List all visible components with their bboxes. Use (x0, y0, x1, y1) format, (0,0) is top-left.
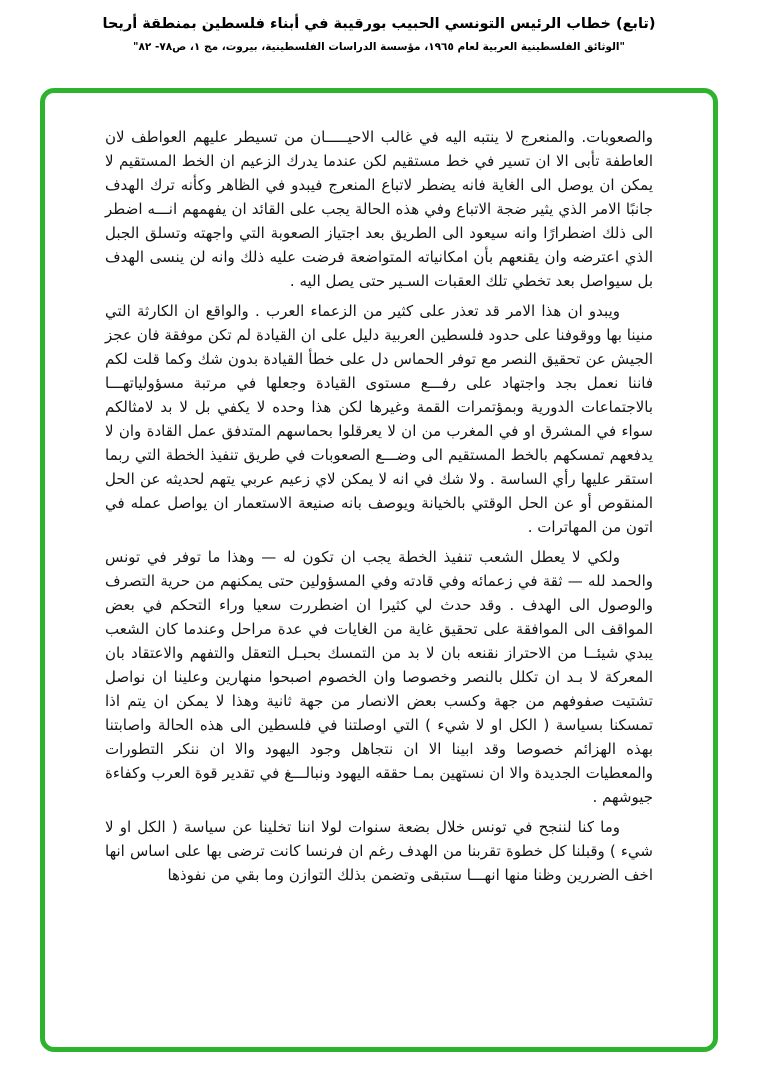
paragraph-2: ويبدو ان هذا الامر قد تعذر على كثير من الزعماء العرب . والواقع ان الكارثة التي منينا بها ووقوفنا على حدود فلسطين العربية دليل على ان القيادة لم تكن موفقة فان عجز الجيش عن تحقيق النصر مع توفر الحماس دل على خطأ القيادة بدون شك وكما قلت لكم فاننا نعمل بجد واجتهاد على رفـــع مستوى القيادة وجعلها في مرتبة مسؤولياتهـــا بالاجتماعات الدورية وبمؤتمرات القمة وغيرها لكن هذا وحده لا يكفي بل لا بد لامثالكم سواء في المشرق او في المغرب من ان لا يعرقلوا بحماسهم المتدفق عمل القادة وان لا يدفعهم تمسكهم بالخط المستقيم الى وضـــع الصعوبات في طريق تنفيذ الخطة التي ربما استقر عليها رأي الساسة . ولا شك في انه لا يمكن لاي زعيم عربي يتهم لحديثه عن الحل المنقوص أو عن الحل الوقتي بالخيانة ويوصف بانه صنيعة الاستعمار ان يواصل عمله في اتون من المهاترات . (105, 302, 653, 536)
document-header (0, 0, 758, 53)
paragraph-1: والصعوبات. والمنعرج لا ينتبه اليه في غالب الاحيـــــان من تسيطر عليهم العواطف لان العاطفة تأبى الا ان تسير في خط مستقيم لكن عندما يدرك الزعيم ان الخط المستقيم لا يمكن ان يوصل الى الغاية فانه يضطر لاتباع المنعرج فيبدو في الظاهر وكأنه ترك الهدف جانبًا الامر الذي يثير ضجة الاتباع وفي هذه الحالة يجب على القائد ان يفهمهم انـــه اضطر الى ذلك اضطرارًا وانه سيعود الى الطريق بعد اجتياز الصعوبة التي واجهته وتسلق الجبل الذي اعترضه وان يقنعهم بأن امكانياته المتواضعة فرضت عليه ذلك وانه لن ينسى الهدف بل سيواصل بعد تخطي تلك العقبات السـير حتى يصل اليه . (105, 128, 653, 290)
scanned-text-body (45, 93, 713, 887)
page-title: (تابع) خطاب الرئيس التونسي الحبيب بورقيبة في أبناء فلسطين بمنطقة أريحا (102, 16, 656, 32)
paragraph-3: ولكي لا يعطل الشعب تنفيذ الخطة يجب ان تكون له — وهذا ما توفر في تونس والحمد لله — ثقة في زعمائه وفي قادته وفي المسؤولين حتى يمكنهم من حرية التصرف والوصول الى الهدف . وقد حدث لي كثيرا ان اضطررت سعيا وراء التحكم في بعض المواقف الى الموافقة على تحقيق غاية من الغايات في عدة مراحل وعندما كان الشعب يبدي شيئــا من الاحتراز نقنعه بان لا بد من التمسك بحبـل التعقل والتفهم والاعتقاد بان المعركة لا بـد ان تكلل بالنصر وخصوصا وان الخصوم اصبحوا منهارين وعلينا ان نواصل تشتيت صفوفهم من جهة وكسب بعض الانصار من جهة ثانية وهذا لا يمكن ان يتم اذا تمسكنا بسياسة ( الكل او لا شيء ) التي اوصلتنا في فلسطين الى هذه الحالة واصابتنا بهذه الهزائم خصوصا وقد ابينا الا ان نتجاهل وجود اليهود والا ان ننكر التطورات والمعطيات الجديدة والا ان نستهين بمـا حققه اليهود ونبالـــغ في تقدير قوة العرب وكفاءة جيوشهم . (105, 548, 653, 806)
source-citation: "الوثائق الفلسطينية العربية لعام ١٩٦٥، مؤسسة الدراسات الفلسطينية، بيروت، مج ١، ص٧٨- ٨٢" (132, 41, 625, 53)
paragraph-4: وما كنا لننجح في تونس خلال بضعة سنوات لولا اننا تخلينا عن سياسة ( الكل او لا شيء ) وقبلنا كل خطوة تقربنا من الهدف رغم ان فرنسا كانت ترضى بها على اساس انها اخف الضررين وظنا منها انهـــا ستبقى وتضمن بذلك التوازن وما بقي من نفوذها (105, 818, 653, 884)
green-border-frame (40, 88, 718, 1052)
